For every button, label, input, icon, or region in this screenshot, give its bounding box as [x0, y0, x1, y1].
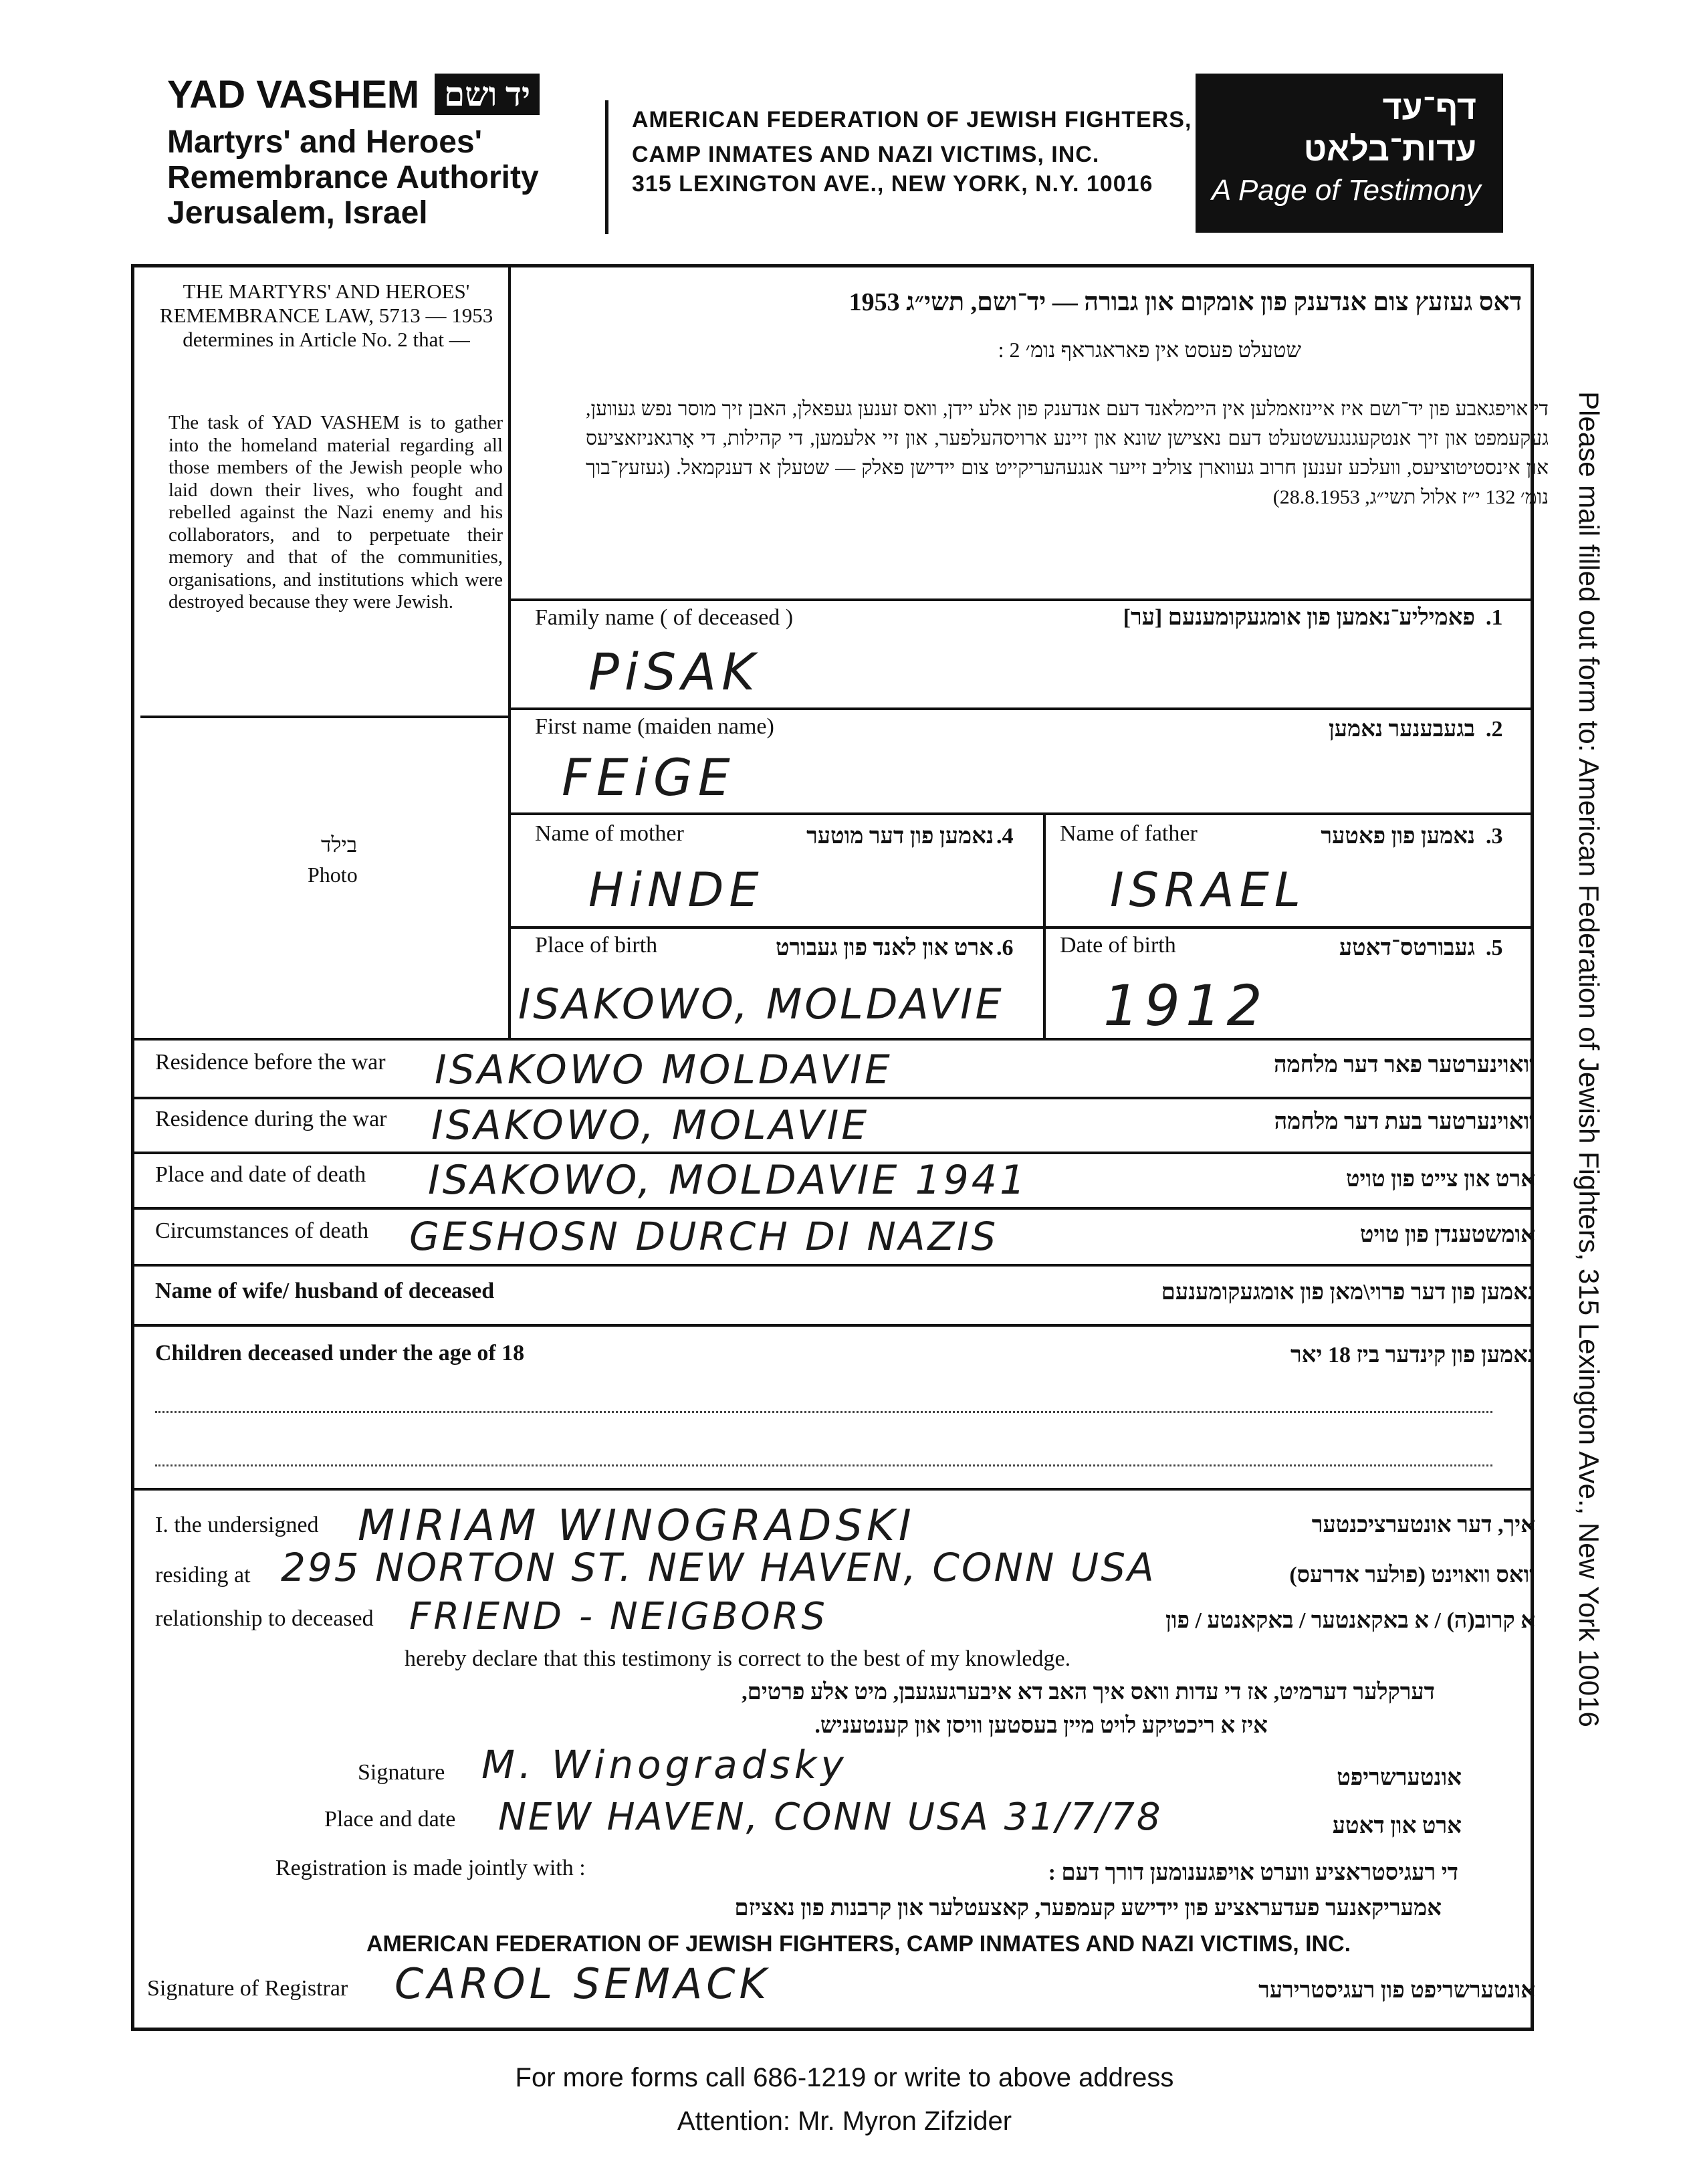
residing-value[interactable]: 295 NORTON ST. NEW HAVEN, CONN USA [281, 1545, 1156, 1590]
place-date-label: Place and date [324, 1807, 456, 1832]
date-of-birth-value[interactable]: 1912 [1103, 973, 1268, 1039]
relationship-label-hebrew: א קרוב(ה) / א באקאנטער / באקאנטע / פון [1165, 1608, 1535, 1633]
photo-column-divider [508, 716, 511, 1040]
residence-before-label-hebrew: וואוינערטער פאר דער מלחמה [1273, 1053, 1535, 1077]
rule-9 [134, 1264, 1531, 1267]
rule-3 [508, 812, 1531, 815]
yad-vashem-title: YAD VASHEM [167, 73, 420, 116]
rule-1 [508, 598, 1531, 601]
law-hebrew-title: דאס געזעץ צום אנדענק פון אומקום און גבורה — יד־ושם, תשי״ג 1953 [849, 288, 1522, 316]
residence-before-value[interactable]: ISAKOWO MOLDAVIE [435, 1047, 893, 1093]
page-hebrew-2: עדות־בלאט [1303, 130, 1476, 168]
father-name-label-hebrew: נאמען פון פאטער [1321, 824, 1475, 849]
page-of-testimony-box [1196, 74, 1503, 233]
hereby-declare-text: hereby declare that this testimony is correct to the best of my knowledge. [405, 1646, 1071, 1671]
field-number-2: .2 [1486, 717, 1503, 742]
children-label-hebrew: נאמען פון קינדער ביז 18 יאר [1290, 1343, 1535, 1368]
death-place-date-label: Place and date of death [155, 1162, 366, 1187]
yad-vashem-hebrew-logo: יד ושם [435, 74, 540, 115]
field-number-5: .5 [1486, 936, 1503, 960]
rule-2 [508, 707, 1531, 710]
residence-before-label: Residence before the war [155, 1050, 386, 1075]
circumstances-label: Circumstances of death [155, 1218, 369, 1243]
undersigned-label-hebrew: איך, דער אונטערציכנטער [1311, 1513, 1535, 1537]
rule-11 [134, 1488, 1531, 1491]
footer-line-1: For more forms call 686-1219 or write to above address [515, 2063, 1174, 2092]
mother-name-label: Name of mother [535, 821, 684, 846]
place-date-value[interactable]: NEW HAVEN, CONN USA 31/7/78 [498, 1795, 1163, 1839]
signature-value[interactable]: M. Winogradsky [481, 1742, 848, 1787]
rule-10 [134, 1324, 1531, 1327]
page-hebrew-1: דף־עד [1382, 89, 1476, 126]
law-hebrew-subtitle: שטעלט פעסט אין פאראגראף נומ׳ 2 : [998, 338, 1301, 362]
place-of-birth-label: Place of birth [535, 933, 658, 958]
relationship-label: relationship to deceased [155, 1606, 374, 1631]
spouse-label-hebrew: נאמען פון דער פרוי\מאן פון אומגעקומענעם [1161, 1280, 1535, 1305]
residing-label-hebrew: וואס וואוינט (פולער אדרעס) [1289, 1563, 1535, 1588]
side-mail-note [1562, 391, 1615, 1752]
page-title: A Page of Testimony [1212, 174, 1481, 207]
first-name-label-hebrew: בגעבענער נאמען [1329, 717, 1475, 742]
mother-name-value[interactable]: HiNDE [588, 863, 764, 917]
registrar-label-hebrew: אונטערשריפט פון רעגיסטרירער [1258, 1978, 1535, 2003]
spouse-label: Name of wife/ husband of deceased [155, 1279, 495, 1303]
authority-line-3: Jerusalem, Israel [167, 195, 428, 231]
federation-hebrew: אמעריקאנער פעדעראציע פון יידישע קעמפער, קאצעטלער און קרבנות פון נאציזם [734, 1896, 1442, 1921]
date-of-birth-label-hebrew: געבורטס־דאטע [1339, 936, 1475, 960]
left-column-divider [508, 267, 511, 719]
authority-line-1: Martyrs' and Heroes' [167, 124, 482, 160]
date-of-birth-label: Date of birth [1060, 933, 1176, 958]
registration-label: Registration is made jointly with : [275, 1856, 586, 1880]
place-date-label-hebrew: ארט און דאטע [1332, 1814, 1462, 1838]
registration-label-hebrew: די רעגיסטראציע ווערט אויפגענומען דורך דעם : [1048, 1860, 1458, 1885]
father-name-label: Name of father [1060, 821, 1198, 846]
federation-line-2: CAMP INMATES AND NAZI VICTIMS, INC. [632, 142, 1100, 167]
hereby-declare-hebrew-1: דערקלער דערמיט, אז די עדות וואס איך האב דא איבערגעגעבן, מיט אלע פרטים, [742, 1680, 1435, 1705]
authority-line-2: Remembrance Authority [167, 160, 539, 195]
field-number-3: .3 [1486, 824, 1503, 849]
rule-4 [508, 926, 1531, 929]
death-place-date-label-hebrew: ארט און צייט פון טויט [1346, 1167, 1535, 1192]
photo-label-hebrew: בילד [321, 833, 358, 857]
first-name-value[interactable]: FEiGE [562, 748, 736, 807]
law-heading: THE MARTYRS' AND HEROES' REMEMBRANCE LAW, 5713 — 1953 determines in Article No. 2 that — [159, 280, 493, 351]
law-box-bottom [140, 716, 511, 718]
registrar-value[interactable]: CAROL SEMACK [395, 1959, 771, 2008]
law-task-text: The task of YAD VASHEM is to gather into the homeland material regarding all those members of the Jewish people who laid down their lives, who fought and rebelled against the Nazi enemy and his collaborators, and to perpetuate their memory and that of the communities, organisations, and institutions which were destroyed because they were Jewish. [168, 412, 503, 613]
registrar-label: Signature of Registrar [147, 1976, 348, 2001]
field-number-6: .6 [996, 936, 1014, 960]
footer-line-2: Attention: Mr. Myron Zifzider [677, 2106, 1012, 2136]
residing-label: residing at [155, 1563, 251, 1588]
relationship-value[interactable]: FRIEND - NEIGBORS [409, 1595, 828, 1638]
photo-label: Photo [308, 863, 358, 887]
field-number-1: .1 [1486, 605, 1503, 630]
family-name-label-hebrew: פאמיליע־נאמען פון אומגעקומענעם [ער] [1123, 605, 1475, 630]
father-name-value[interactable]: ISRAEL [1110, 863, 1306, 917]
side-mail-note-text: Please mail filled out form to: American Federation of Jewish Fighters, 315 Lexington Ave., New York 10016 [1573, 391, 1605, 1727]
rule-6 [134, 1097, 1531, 1099]
mother-name-label-hebrew: נאמען פון דער מוטער [806, 824, 994, 849]
rule-7 [134, 1152, 1531, 1154]
death-place-date-value[interactable]: ISAKOWO, MOLDAVIE 1941 [428, 1157, 1028, 1204]
undersigned-label: I. the undersigned [155, 1513, 319, 1537]
signature-label-hebrew: אונטערשריפט [1337, 1765, 1462, 1790]
undersigned-value[interactable]: MIRIAM WINOGRADSKI [358, 1501, 915, 1551]
law-hebrew-body: די אויפגאבע פון יד־ושם איז איינזאמלען אין היימלאנד דעם אנדענק פון אלע יידן, וואס זענען געפאלן, האבן זיך מוסר נפש געווען, געקעמפט און זיך אנטקעגנגעשטעלט דעם נאצישן שונא און זיינע ארויסהעלפער, און זיי אלעמען, די קהילות, די אָרגאניזאציעס און אינסטיטוציעס, וועלכע זענען חרוב געווארן צוליב זייער אנגעהעריקייט צום יידישן פאלק — שטעלן א דענקמאל. (געזעץ־בוך נומ׳ 132 י״ז אלול תשי״ג, 28.8.1953) [586, 398, 1549, 508]
place-of-birth-value[interactable]: ISAKOWO, MOLDAVIE [518, 980, 1004, 1028]
place-of-birth-label-hebrew: ארט און לאנד פון געבורט [775, 936, 994, 960]
first-name-label: First name (maiden name) [535, 714, 774, 739]
children-line-1[interactable] [155, 1411, 1492, 1413]
family-name-label: Family name ( of deceased ) [535, 605, 794, 630]
residence-during-label: Residence during the war [155, 1107, 387, 1131]
signature-label: Signature [358, 1760, 445, 1785]
federation-line-3: 315 LEXINGTON AVE., NEW YORK, N.Y. 10016 [632, 171, 1153, 197]
header-divider [605, 100, 608, 234]
rule-5 [134, 1038, 1531, 1041]
children-label: Children deceased under the age of 18 [155, 1341, 525, 1366]
residence-during-value[interactable]: ISAKOWO, MOLAVIE [431, 1102, 870, 1149]
federation-line-1: AMERICAN FEDERATION OF JEWISH FIGHTERS, [632, 107, 1192, 132]
hereby-declare-hebrew-2: איז א ריכטיקע לויט מיין בעסטען וויסן און קענטעניש. [814, 1713, 1268, 1738]
mid-divider [1043, 812, 1046, 1040]
circumstances-value[interactable]: GESHOSN DURCH DI NAZIS [409, 1214, 999, 1259]
federation-name: AMERICAN FEDERATION OF JEWISH FIGHTERS, CAMP INMATES AND NAZI VICTIMS, INC. [366, 1931, 1351, 1957]
rule-8 [134, 1207, 1531, 1210]
family-name-value[interactable]: PiSAK [588, 642, 761, 701]
children-line-2[interactable] [155, 1464, 1492, 1466]
circumstances-label-hebrew: אומשטענדן פון טויט [1359, 1222, 1535, 1247]
field-number-4: .4 [996, 824, 1014, 849]
residence-during-label-hebrew: וואוינערטער בעת דער מלחמה [1274, 1109, 1535, 1134]
